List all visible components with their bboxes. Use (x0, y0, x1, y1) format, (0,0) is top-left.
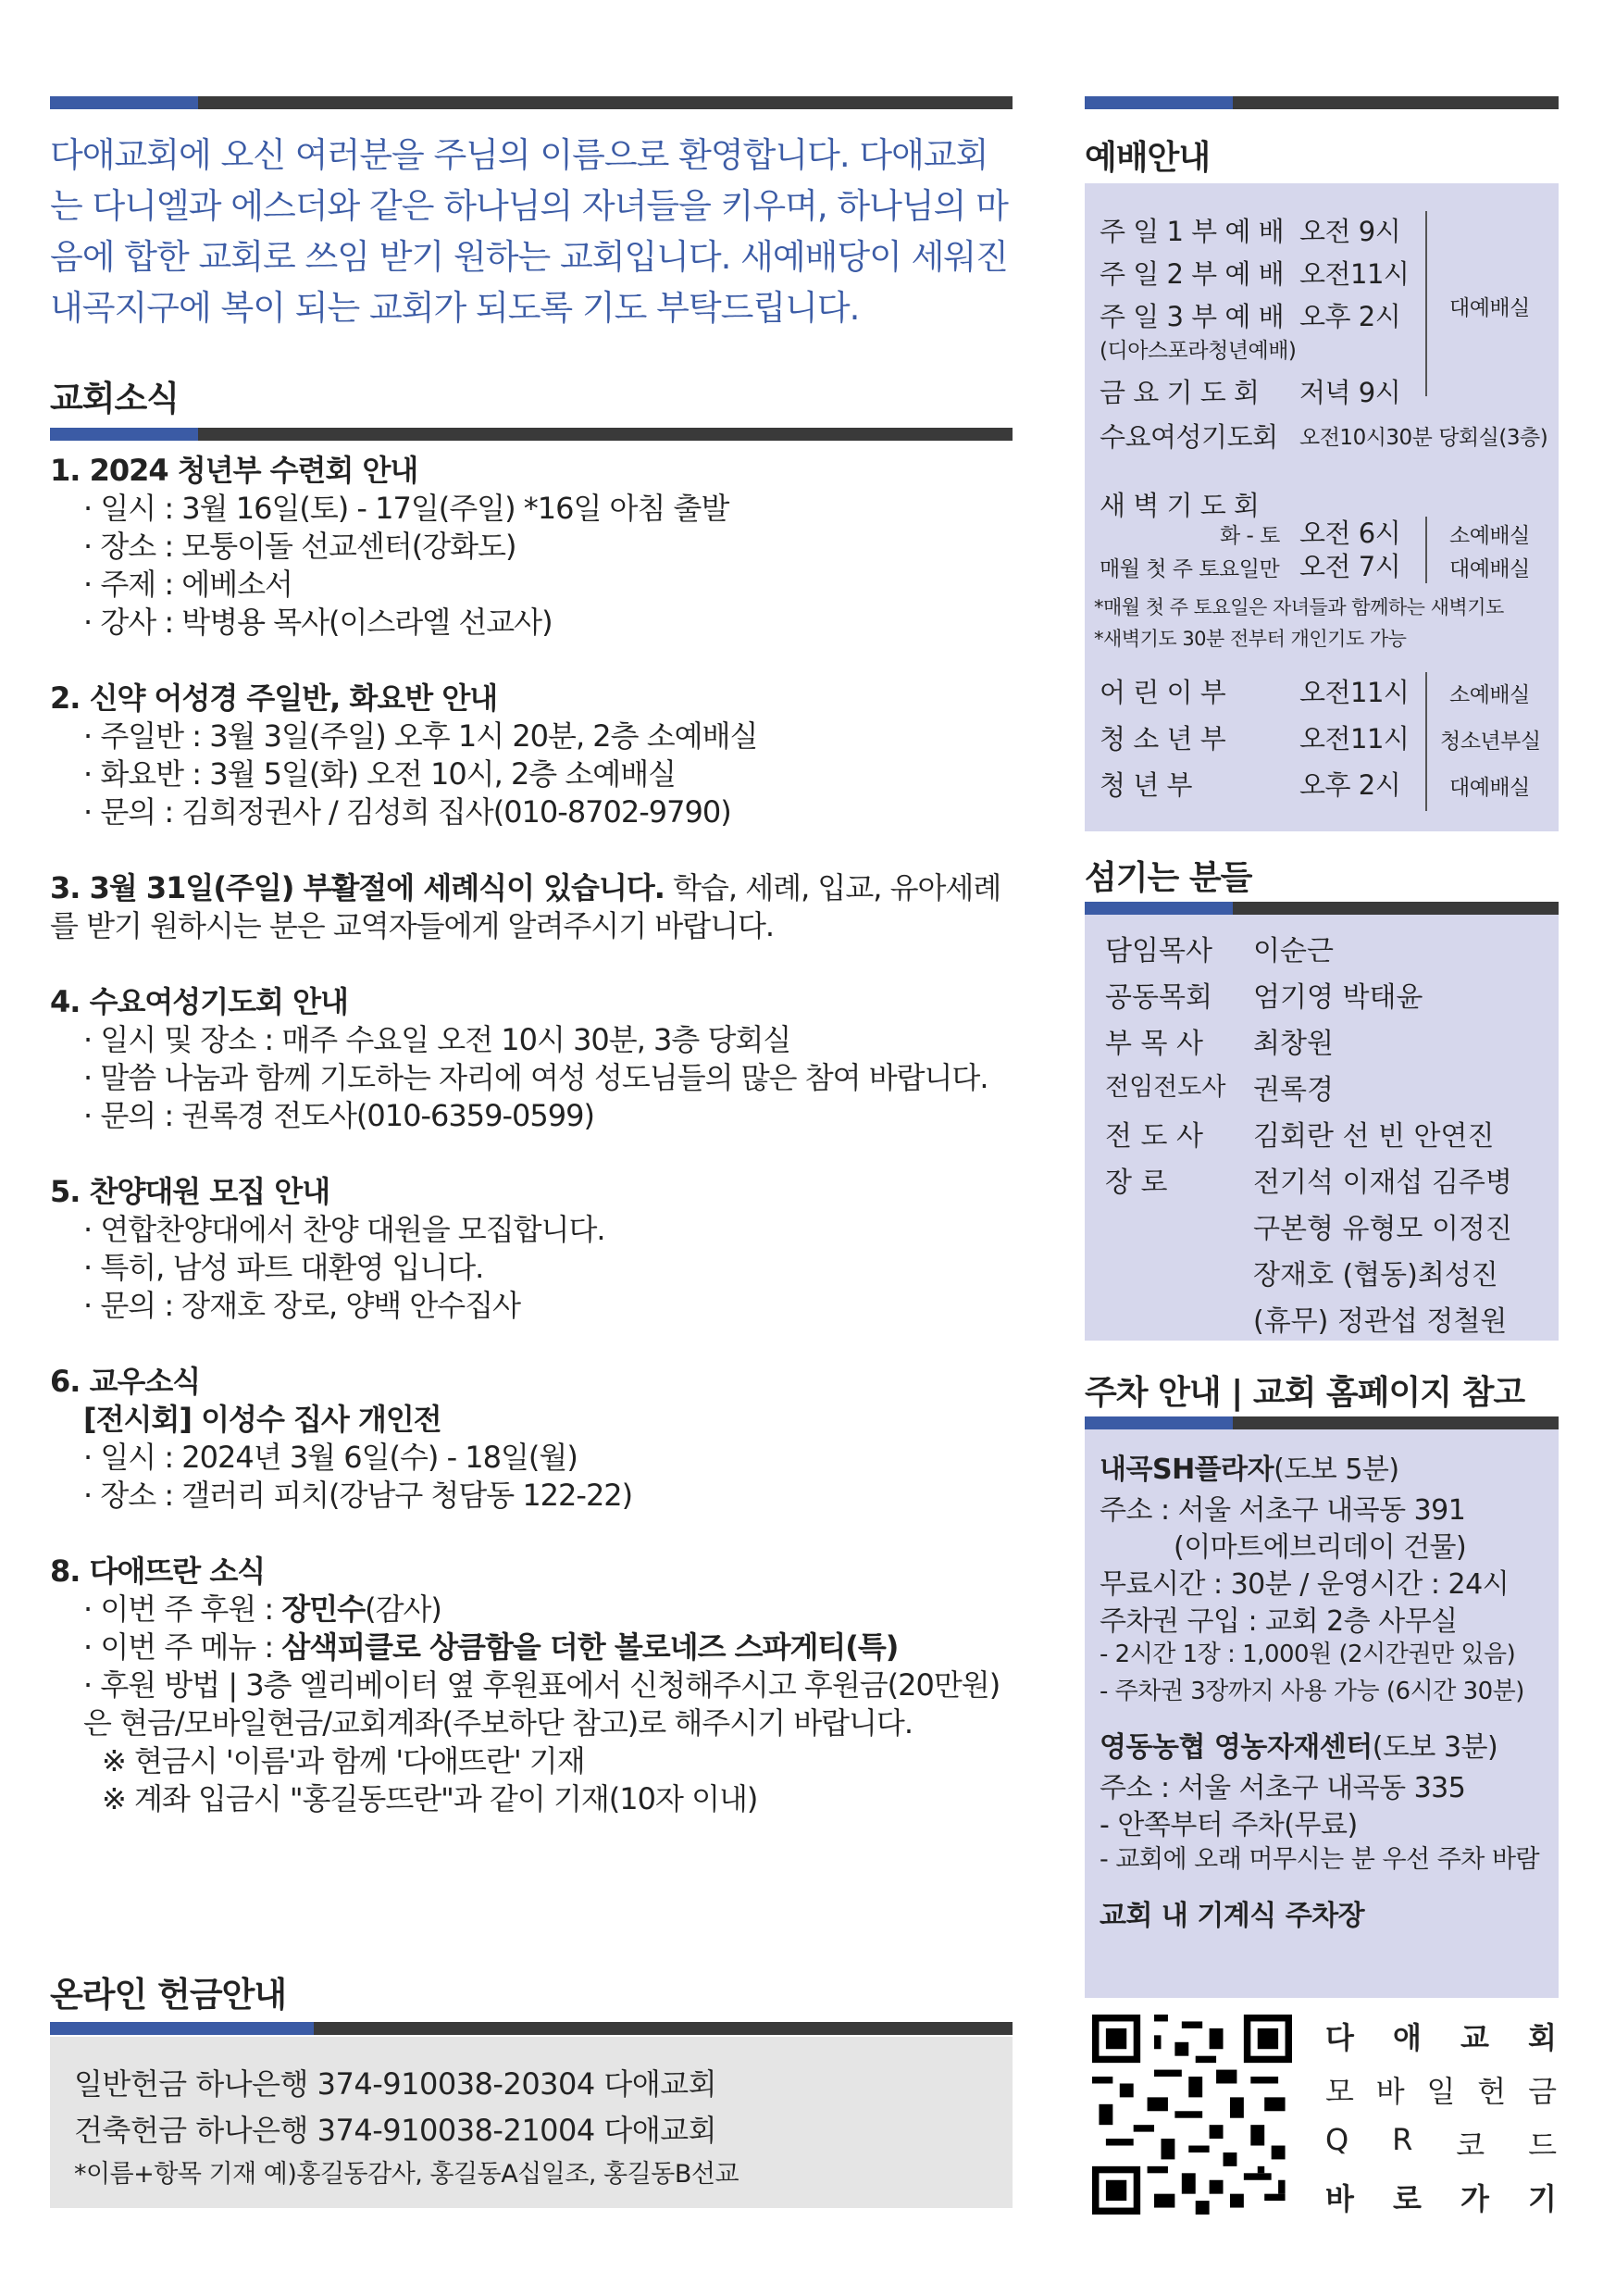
offering-bar (50, 2022, 1013, 2035)
news-item-title: 4. 수요여성기도회 안내 (50, 984, 348, 1019)
staff-role: 공동목회 (1105, 981, 1212, 1014)
staff-role: 전 도 사 (1105, 1120, 1204, 1153)
worship-service: 새 벽 기 도 회 (1100, 490, 1260, 521)
worship-place: 소예배실 (1449, 683, 1530, 707)
qr-caption-line: 모 바 일 헌 금 (1325, 2074, 1557, 2109)
parking-line: - 주차권 3장까지 사용 가능 (6시간 30분) (1100, 1678, 1524, 1705)
worship-service: 어 린 이 부 (1100, 677, 1226, 708)
divider (1425, 672, 1427, 811)
parking-line: - 2시간 1장 : 1,000원 (2시간권만 있음) (1100, 1641, 1516, 1668)
worship-time: 오후 2시 (1299, 769, 1401, 801)
offering-note: *이름+항목 기재 예)홍길동감사, 홍길동A십일조, 홍길동B선교 (74, 2160, 739, 2189)
news-line: · 말씀 나눔과 함께 기도하는 자리에 여성 성도님들의 많은 참여 바랍니다. (50, 1059, 1022, 1097)
staff-role: 장 로 (1105, 1167, 1168, 1199)
worship-service: 주 일 1 부 예 배 (1100, 216, 1285, 247)
worship-service: 주 일 2 부 예 배 (1100, 258, 1285, 290)
divider (1425, 517, 1427, 583)
news-item (50, 1553, 1022, 1818)
news-line: · 문의 : 권록경 전도사(010-6359-0599) (50, 1097, 1022, 1135)
news-line: · 이번 주 후원 : 장민수(감사) (50, 1591, 1022, 1628)
welcome-text: 다애교회에 오신 여러분을 주님의 이름으로 환영합니다. 다애교회는 다니엘과 에스더와 같은 하나님의 자녀들을 키우며, 하나님의 마음에 합한 교회로 쓰임 받기 원하는 교회입니다. 새예배당이 세워진 내곡지구에 복이 되는 교회가 되도록 기도 부탁드립니다. (50, 135, 1008, 328)
news-item-title: 6. 교우소식 (50, 1364, 201, 1399)
parking-line: 주소 : 서울 서초구 내곡동 335 (1100, 1772, 1466, 1804)
staff-name: 엄기영 박태윤 (1253, 981, 1423, 1014)
news-item (50, 680, 1022, 831)
staff-bar (1085, 902, 1559, 915)
worship-title: 예배안내 (1085, 139, 1211, 177)
staff-name: (휴무) 정관섭 정철원 (1253, 1305, 1508, 1338)
staff-name: 구본형 유형모 이정진 (1253, 1213, 1512, 1245)
news-item-title: 2. 신약 어성경 주일반, 화요반 안내 (50, 680, 498, 716)
parking-title: 주차 안내 | 교회 홈페이지 참고 (1085, 1374, 1525, 1412)
news-line: · 문의 : 장재호 장로, 양백 안수집사 (50, 1287, 1022, 1325)
parking-line: - 안쪽부터 주차(무료) (1100, 1809, 1358, 1841)
worship-note: *새벽기도 30분 전부터 개인기도 가능 (1094, 628, 1407, 650)
qr-caption-line: Q R 코 드 (1325, 2122, 1557, 2163)
news-item (50, 983, 1022, 1135)
qr-code-icon[interactable] (1092, 2015, 1292, 2215)
parking-box (1085, 1429, 1559, 1998)
news-item (50, 452, 1022, 642)
news-line: · 장소 : 모퉁이돌 선교센터(강화도) (50, 528, 1022, 566)
staff-name: 최창원 (1253, 1028, 1334, 1060)
qr-caption-line: 바 로 가 기 (1325, 2181, 1557, 2216)
parking-line: 무료시간 : 30분 / 운영시간 : 24시 (1100, 1568, 1510, 1601)
offering-title: 온라인 헌금안내 (50, 1975, 287, 2015)
offering-line: 건축헌금 하나은행 374-910038-21004 다애교회 (74, 2113, 717, 2148)
staff-name: 전기석 이재섭 김주병 (1253, 1167, 1512, 1199)
news-list (50, 452, 1022, 1856)
worship-time: 오전11시 (1299, 258, 1410, 290)
offering-line: 일반헌금 하나은행 374-910038-20304 다애교회 (74, 2066, 717, 2102)
worship-service: 청 년 부 (1100, 769, 1192, 801)
parking-bar (1085, 1416, 1559, 1429)
worship-place: 대예배실 (1449, 557, 1530, 581)
news-item-title: 3. 3월 31일(주일) 부활절에 세례식이 있습니다. (50, 870, 665, 905)
news-line: · 후원 방법 | 3층 엘리베이터 옆 후원표에서 신청해주시고 후원금(20만원)은 현금/모바일현금/교회계좌(주보하단 참고)로 해주시기 바랍니다. (50, 1666, 1022, 1742)
parking-place: 내곡SH플라자(도보 5분) (1100, 1454, 1399, 1486)
news-line: · 장소 : 갤러리 피치(강남구 청담동 122-22) (50, 1477, 1022, 1515)
news-line: · 일시 : 2024년 3월 6일(수) - 18일(월) (50, 1439, 1022, 1477)
staff-name: 김회란 선 빈 안연진 (1253, 1120, 1495, 1153)
worship-service: 수요여성기도회 (1100, 421, 1278, 453)
worship-time: 오전11시 (1299, 723, 1410, 755)
parking-line: - 교회에 오래 머무시는 분 우선 주차 바람 (1100, 1845, 1540, 1874)
worship-service: 청 소 년 부 (1100, 723, 1226, 755)
news-line: · 화요반 : 3월 5일(화) 오전 10시, 2층 소예배실 (50, 755, 1022, 793)
worship-time: 오후 2시 (1299, 301, 1401, 332)
news-line: · 일시 : 3월 16일(토) - 17일(주일) *16일 아침 출발 (50, 490, 1022, 528)
worship-place: 청소년부실 (1440, 730, 1541, 754)
news-note: ※ 계좌 입금시 "홍길동뜨란"과 같이 기재(10자 이내) (102, 1781, 758, 1816)
parking-place: 교회 내 기계식 주차장 (1100, 1900, 1365, 1932)
news-item-text: 학습, 세례, 입교, 유아세례를 받기 원하시는 분은 교역자들에게 알려주시기 바랍니다. (50, 870, 1001, 943)
worship-note: (디아스포라청년예배) (1100, 339, 1297, 363)
news-line: · 문의 : 김희정권사 / 김성희 집사(010-8702-9790) (50, 793, 1022, 831)
parking-place: 영동농협 영농자재센터(도보 3분) (1100, 1731, 1498, 1764)
worship-place: 대예배실 (1449, 776, 1530, 800)
worship-place: 소예배실 (1449, 524, 1530, 548)
staff-name: 이순근 (1253, 935, 1334, 967)
news-item (50, 1173, 1022, 1325)
worship-time: 오전 7시 (1299, 551, 1401, 582)
staff-box (1085, 915, 1559, 1341)
worship-time: 오전 6시 (1299, 518, 1401, 549)
news-line: · 강사 : 박병용 목사(이스라엘 선교사) (50, 604, 1022, 642)
staff-name: 권록경 (1253, 1074, 1334, 1106)
worship-time: 저녁 9시 (1299, 377, 1401, 408)
qr-caption-line: 다 애 교 회 (1325, 2020, 1557, 2055)
news-line: · 이번 주 메뉴 : 삼색피클로 상큼함을 더한 볼로네즈 스파게티(특) (50, 1628, 1022, 1666)
worship-time: 오전 9시 (1299, 216, 1401, 247)
news-item-title: 5. 찬양대원 모집 안내 (50, 1174, 330, 1209)
worship-box (1085, 183, 1559, 831)
top-right-bar (1085, 96, 1559, 109)
worship-service: 주 일 3 부 예 배 (1100, 301, 1285, 332)
top-left-bar (50, 96, 1013, 109)
worship-note: *매월 첫 주 토요일은 자녀들과 함께하는 새벽기도 (1094, 596, 1504, 618)
staff-name: 장재호 (협동)최성진 (1253, 1259, 1498, 1292)
divider (1425, 211, 1427, 396)
worship-time: 오전10시30분 당회실(3층) (1299, 426, 1548, 450)
news-item-title: 1. 2024 청년부 수련회 안내 (50, 453, 418, 488)
staff-role: 전임전도사 (1105, 1073, 1226, 1102)
offering-box (50, 2037, 1013, 2208)
staff-role: 담임목사 (1105, 935, 1212, 967)
news-item-subtitle: [전시회] 이성수 집사 개인전 (83, 1402, 441, 1437)
parking-line: 주차권 구입 : 교회 2층 사무실 (1100, 1605, 1458, 1638)
news-line: · 주일반 : 3월 3일(주일) 오후 1시 20분, 2층 소예배실 (50, 718, 1022, 755)
news-line: · 연합찬양대에서 찬양 대원을 모집합니다. (50, 1211, 1022, 1249)
worship-day: 매월 첫 주 토요일만 (1100, 557, 1280, 581)
news-line: · 주제 : 에베소서 (50, 566, 1022, 604)
news-item-title: 8. 다애뜨란 소식 (50, 1554, 266, 1589)
news-item (50, 1363, 1022, 1515)
worship-service: 금 요 기 도 회 (1100, 377, 1260, 408)
worship-time: 오전11시 (1299, 677, 1410, 708)
parking-line: 주소 : 서울 서초구 내곡동 391 (1100, 1494, 1466, 1527)
news-line: · 특히, 남성 파트 대환영 입니다. (50, 1249, 1022, 1287)
news-note: ※ 현금시 '이름'과 함께 '다애뜨란' 기재 (102, 1743, 585, 1778)
parking-line: (이마트에브리데이 건물) (1174, 1531, 1467, 1564)
news-item (50, 869, 1022, 945)
worship-place: 대예배실 (1449, 296, 1530, 320)
worship-day: 화 - 토 (1220, 524, 1280, 548)
news-bar (50, 428, 1013, 441)
staff-role: 부 목 사 (1105, 1028, 1204, 1060)
news-title: 교회소식 (50, 379, 179, 418)
staff-title: 섬기는 분들 (1085, 859, 1252, 897)
news-line: · 일시 및 장소 : 매주 수요일 오전 10시 30분, 3층 당회실 (50, 1021, 1022, 1059)
